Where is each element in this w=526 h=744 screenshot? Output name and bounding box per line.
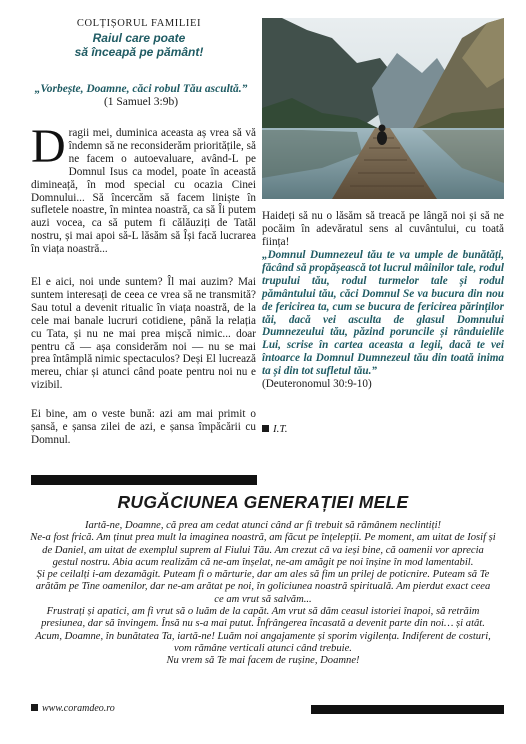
headline-line-1: Raiul care poate [92, 31, 186, 45]
author-signature [262, 423, 287, 435]
prayer-line: Iartă-ne, Doamne, că prea am cedat atunci când ar fi trebuit să rămânem neclintiți! [84, 520, 442, 531]
deuteronomy-quote-text: „Domnul Dumnezeul tău te va umple de bunătăți, făcând să propășească tot lucrul mâinilor tale, rodul trupului tău, rodul turmelor tale și rodul pământului tău, căci Domnul Se va bucura din nou de fericirea ta, cum se bucura de fericirea părinților tăi, dacă vei asculta de glasul Domnului Dumnezeului tău, păzind poruncile și rânduielile Lui, scrise în cartea aceasta a legii, dacă te vei întoarce la Domnul Dumnezeul tău din toată inima ta și din tot sufletul tău.” [262, 249, 504, 378]
lake-dock-photo [262, 18, 504, 199]
square-bullet-icon [262, 425, 269, 432]
prayer-line: Nu vrem să Te mai facem de rușine, Doamne! [166, 655, 360, 667]
prayer-line: Ne-a fost frică. Am ținut prea mult la imaginea noastră, am făcut pe înțelepții. Pe moment, am uitat de Iosif și de Daniel, am uitat de exemplul suprem al Fiului Tău. Am crezut că va ieși bine, că oamenii vor aprecia gestul nostru. Abia acum realizăm că ne-am înșelat, ne-am amăgit pe noi înșine în mod lamentabil. [30, 532, 496, 568]
article-paragraph-3: Ei bine, am o veste bună: azi am mai primit o șansă, e șansa zilei de azi, e șansa împăcării cu Domnul. [31, 408, 256, 446]
drop-cap: D [31, 120, 66, 173]
article-headline [28, 31, 250, 59]
opening-verse [30, 83, 252, 109]
article-paragraph-1 [31, 120, 256, 256]
prayer-line: Acum, Doamne, în bunătatea Ta, iartă-ne! Luăm noi angajamente și sporim vigilența. Indiferent de costuri, vom rămâne verticali atunci când trebuie. [35, 630, 491, 654]
prayer-title: RUGĂCIUNEA GENERAȚIEI MELE [117, 492, 409, 512]
deuteronomy-quote [262, 249, 504, 391]
website-url[interactable]: www.coramdeo.ro [42, 703, 115, 714]
headline-line-2: să înceapă pe pământ! [74, 45, 204, 59]
footer-bar [311, 705, 504, 714]
section-kicker: COLȚIȘORUL FAMILIEI [76, 18, 202, 29]
footer-website [31, 703, 115, 714]
square-bullet-icon [31, 704, 38, 711]
verse-reference: (1 Samuel 3:9b) [103, 96, 179, 108]
section-divider-bar [31, 475, 257, 485]
deuteronomy-reference: (Deuteronomul 30:9-10) [262, 378, 372, 391]
prayer-text [30, 520, 496, 668]
prayer-line: Și pe ceilalți i-am dezamăgit. Puteam fi o mărturie, dar am ales să fim un prilej de poticnire. Puteam să Te arătăm pe Tine oamenilor, dar ne-am arătat pe noi, în goliciunea noastră spirituală. Am pierdut exact ceea ce am vrut să salvăm... [35, 569, 491, 605]
verse-quote: „Vorbește, Doamne, căci robul Tău ascultă.” [34, 83, 248, 95]
paragraph-1-text: ragii mei, duminica aceasta aș vrea să vă îndemn să ne reconsiderăm prioritățile, să ne facem o autoevaluare, având-L pe Domnul Isus ca model, poate în această dimineață, în mod special cu ocazia Cinei Domnului... Să încercăm să facem liniște în sufletele noastre, în mintea noastră, ca să Îi putem auzi vocea, ca să putem fi călăuziți de Tatăl nostru, și mai apoi să-L lăsăm să Își facă lucrarea în viața noastră... [31, 127, 256, 256]
prayer-line: Frustrați și apatici, am fi vrut să o luăm de la capăt. Am vrut să dăm ceasul istoriei înapoi, să retrăim presiunea, dar să învingem. Însă nu s-a mai putut. Înfrângerea încasată a devenit parte din noi… și atât. [41, 606, 485, 630]
article-paragraph-4: Haideți să nu o lăsăm să treacă pe lângă noi și să ne pocăim în adevăratul sens al cuvântului, cu toată ființa! [262, 210, 504, 248]
signature-text: I.T. [273, 423, 288, 435]
article-paragraph-2: El e aici, noi unde suntem? Îl mai auzim? Mai suntem interesați de ceea ce vrea să ne transmită? Sau totul a devenit ritualic în viața noastră, de la cele mai banale lucruri cotidiene, până la relația cu Tata, și nu ne mai prea mișcă nimic... doar pentru că — așa considerăm noi — nu se mai prea întâmplă nimic spectaculos? Deși El lucrează mereu, chiar și atunci când poate pentru noi nu e vizibil. [31, 276, 256, 392]
